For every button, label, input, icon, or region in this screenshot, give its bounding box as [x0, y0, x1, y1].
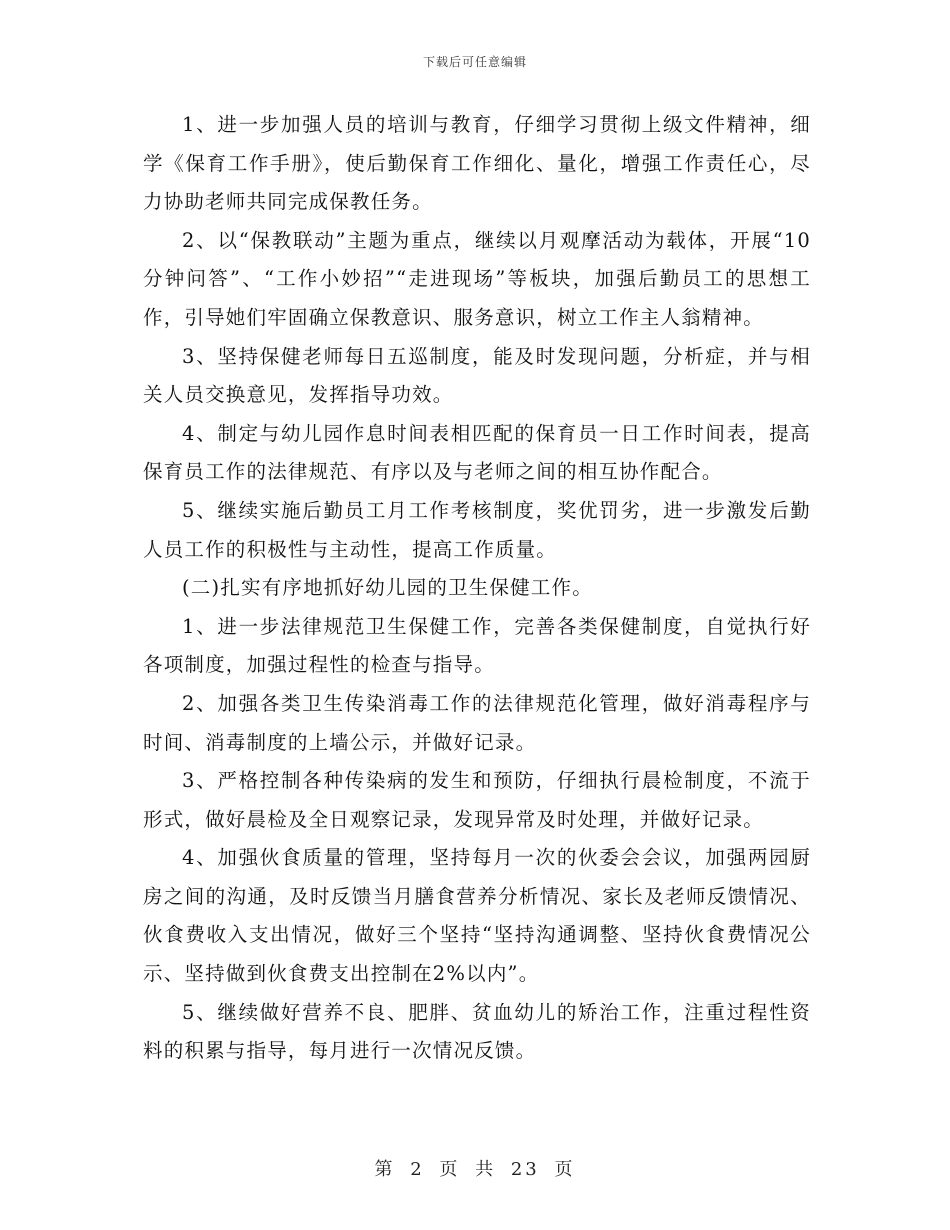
header-note: 下载后可任意编辑 — [422, 55, 527, 69]
paragraph-training: 1、进一步加强人员的培训与教育，仔细学习贯彻上级文件精神，细学《保育工作手册》，使后勤保育工作细化、量化，增强工作责任心，尽力协助老师共同完成保教任务。 — [143, 113, 811, 214]
paragraph-health-rules: 1、进一步法律规范卫生保健工作，完善各类保健制度，自觉执行好各项制度，加强过程性的检查与指导。 — [143, 614, 811, 677]
paragraph-daily-patrol: 3、坚持保健老师每日五巡制度，能及时发现问题，分析症，并与相关人员交换意见，发挥指导功效。 — [143, 344, 811, 407]
paragraph-assessment: 5、继续实施后勤员工月工作考核制度，奖优罚劣，进一步激发后勤人员工作的积极性与主动性，提高工作质量。 — [143, 498, 811, 561]
paragraph-joint-care: 2、以“保教联动”主题为重点，继续以月观摩活动为载体，开展“10分钟问答”、“工作小妙招”“走进现场”等板块，加强后勤员工的思想工作，引导她们牢固确立保教意识、服务意识，树立工作主人翁精神。 — [143, 228, 811, 329]
section-heading-health-care: (二)扎实有序地抓好幼儿园的卫生保健工作。 — [182, 576, 593, 600]
paragraph-nutrition: 5、继续做好营养不良、肥胖、贫血幼儿的矫治工作，注重过程性资料的积累与指导，每月进行一次情况反馈。 — [143, 1000, 811, 1063]
page-number: 第 2 页 共 23 页 — [374, 1159, 576, 1180]
paragraph-disinfection: 2、加强各类卫生传染消毒工作的法律规范化管理，做好消毒程序与时间、消毒制度的上墙公示，并做好记录。 — [143, 691, 811, 754]
document-body — [143, 106, 811, 1071]
paragraph-disease-prevention: 3、严格控制各种传染病的发生和预防，仔细执行晨检制度，不流于形式，做好晨检及全日观察记录，发现异常及时处理，并做好记录。 — [143, 769, 811, 831]
paragraph-timetable: 4、制定与幼儿园作息时间表相匹配的保育员一日工作时间表，提高保育员工作的法律规范、有序以及与老师之间的相互协作配合。 — [143, 421, 811, 484]
paragraph-meal-quality: 4、加强伙食质量的管理，坚持每月一次的伙委会会议，加强两园厨房之间的沟通，及时反馈当月膳食营养分析情况、家长及老师反馈情况、伙食费收入支出情况，做好三个坚持“坚持沟通调整、坚持伙食费情况公示、坚持做到伙食费支出控制在2%以内”。 — [143, 846, 811, 986]
